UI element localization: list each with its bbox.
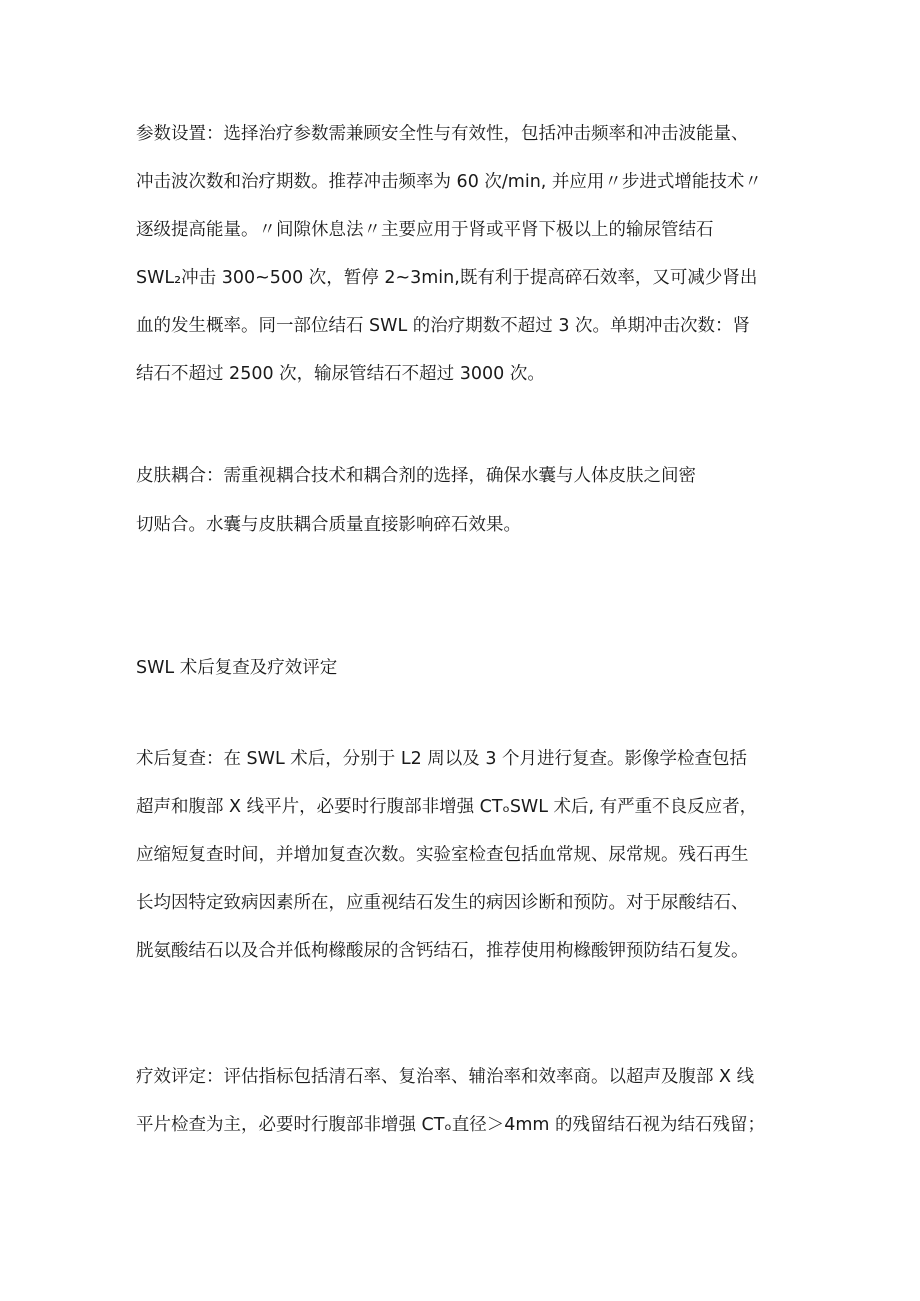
coupling-line-2: 切贴合。水囊与皮肤耦合质量直接影响碎石效果。 <box>136 515 521 535</box>
followup-line-4: 长均因特定致病因素所在，应重视结石发生的病因诊断和预防。对于尿酸结石、 <box>136 893 749 913</box>
coupling-line-1: 皮肤耦合：需重视耦合技术和耦合剂的选择，确保水囊与人体皮肤之间密 <box>136 466 696 486</box>
params-line-3: 逐级提高能量。〃间隙休息法〃主要应用于肾或平肾下极以上的输尿管结石 <box>136 220 714 240</box>
followup-line-5: 胱氨酸结石以及合并低枸橼酸尿的含钙结石，推荐使用枸橼酸钾预防结石复发。 <box>136 941 749 961</box>
params-line-5: 血的发生概率。同一部位结石 SWL 的治疗期数不超过 3 次。单期冲击次数：肾 <box>136 316 751 336</box>
section-heading: SWL 术后复查及疗效评定 <box>136 658 338 678</box>
params-line-2: 冲击波次数和治疗期数。推荐冲击频率为 60 次/min, 并应用〃步进式增能技术〃 <box>136 172 762 192</box>
followup-line-2: 超声和腹部 X 线平片，必要时行腹部非增强 CTₒSWL 术后, 有严重不良反应者， <box>136 797 758 817</box>
params-line-6: 结石不超过 2500 次，输尿管结石不超过 3000 次。 <box>136 364 545 384</box>
evaluation-line-1: 疗效评定：评估指标包括清石率、复治率、辅治率和效率商。以超声及腹部 X 线 <box>136 1067 755 1087</box>
params-line-1: 参数设置：选择治疗参数需兼顾安全性与有效性，包括冲击频率和冲击波能量、 <box>136 124 749 144</box>
params-line-4: SWL₂冲击 300~500 次，暂停 2~3min,既有利于提高碎石效率，又可减少肾出 <box>136 268 758 288</box>
followup-line-1: 术后复查：在 SWL 术后，分别于 L2 周以及 3 个月进行复查。影像学检查包括 <box>136 749 748 769</box>
followup-line-3: 应缩短复查时间，并增加复查次数。实验室检查包括血常规、尿常规。残石再生 <box>136 845 749 865</box>
evaluation-line-2: 平片检查为主，必要时行腹部非增强 CTₒ直径＞4mm 的残留结石视为结石残留； <box>136 1115 765 1135</box>
